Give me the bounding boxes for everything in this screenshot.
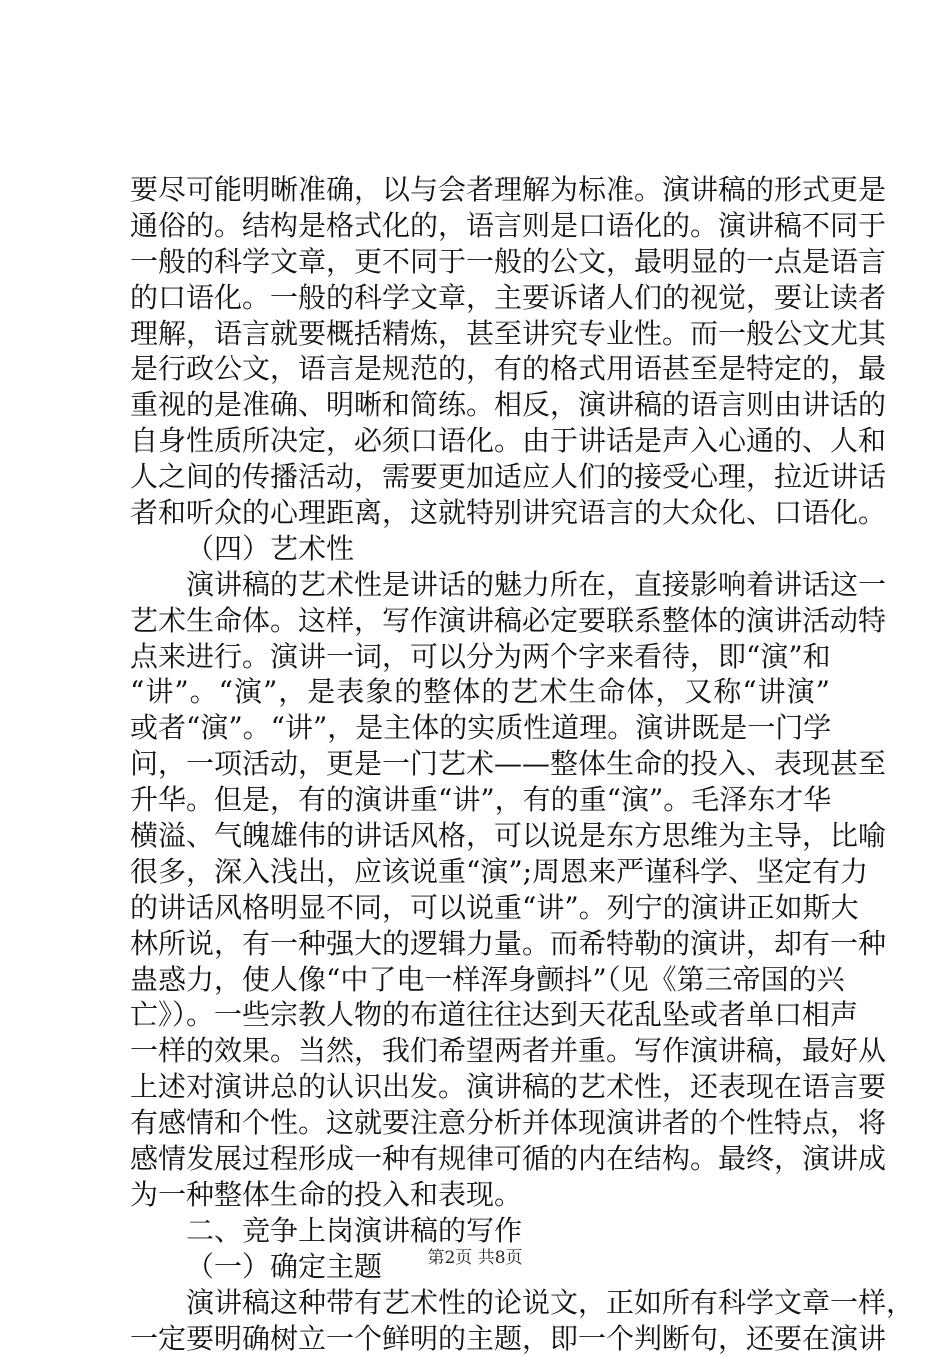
text-line: 点来进行。演讲一词，可以分为两个字来看待，即“演”和 [130, 639, 830, 675]
text-line: 艺术生命体。这样，写作演讲稿必定要联系整体的演讲活动特 [130, 603, 830, 639]
text-line: 有感情和个性。这就要注意分析并体现演讲者的个性特点，将 [130, 1105, 830, 1141]
text-line: 理解，语言就要概括精炼，甚至讲究专业性。而一般公文尤其 [130, 316, 830, 352]
text-line: 人之间的传播活动，需要更加适应人们的接受心理，拉近讲话 [130, 459, 830, 495]
text-line: 或者“演”。“讲”，是主体的实质性道理。演讲既是一门学 [130, 710, 830, 746]
text-line: 演讲稿的艺术性是讲话的魅力所在，直接影响着讲话这一 [130, 567, 830, 603]
text-line: 一定要明确树立一个鲜明的主题，即一个判断句，还要在演讲 [130, 1321, 830, 1356]
text-line: 林所说，有一种强大的逻辑力量。而希特勒的演讲，却有一种 [130, 926, 830, 962]
text-line: 重视的是准确、明晰和简练。相反，演讲稿的语言则由讲话的 [130, 387, 830, 423]
section-heading: （四）艺术性 [130, 531, 830, 567]
text-line: 的口语化。一般的科学文章，主要诉诸人们的视觉，要让读者 [130, 280, 830, 316]
text-line: 横溢、气魄雄伟的讲话风格，可以说是东方思维为主导，比喻 [130, 818, 830, 854]
text-line: 亡》）。一些宗教人物的布道往往达到天花乱坠或者单口相声 [130, 997, 830, 1033]
text-line: 自身性质所决定，必须口语化。由于讲话是声入心通的、人和 [130, 423, 830, 459]
text-line: 是行政公文，语言是规范的，有的格式用语甚至是特定的，最 [130, 351, 830, 387]
section-heading: 二、竞争上岗演讲稿的写作 [130, 1213, 830, 1249]
text-line: 要尽可能明晰准确，以与会者理解为标准。演讲稿的形式更是 [130, 172, 830, 208]
text-line: 蛊惑力，使人像“中了电一样浑身颤抖”（见《第三帝国的兴 [130, 962, 830, 998]
text-line: 演讲稿这种带有艺术性的论说文，正如所有科学文章一样， [130, 1285, 830, 1321]
text-line: 上述对演讲总的认识出发。演讲稿的艺术性，还表现在语言要 [130, 1069, 830, 1105]
text-line: 很多，深入浅出，应该说重“演”;周恩来严谨科学、坚定有力 [130, 854, 830, 890]
text-line: 一般的科学文章，更不同于一般的公文，最明显的一点是语言 [130, 244, 830, 280]
text-line: 升华。但是，有的演讲重“讲”，有的重“演”。毛泽东才华 [130, 782, 830, 818]
body-text [130, 172, 830, 1356]
text-line: 者和听众的心理距离，这就特别讲究语言的大众化、口语化。 [130, 495, 830, 531]
text-line: 感情发展过程形成一种有规律可循的内在结构。最终，演讲成 [130, 1141, 830, 1177]
page-footer: 第2页 共8页 [0, 1243, 950, 1268]
text-line: “讲”。“演”，是表象的整体的艺术生命体，又称“讲演” [130, 674, 830, 710]
text-line: 为一种整体生命的投入和表现。 [130, 1177, 830, 1213]
text-line: 的讲话风格明显不同，可以说重“讲”。列宁的演讲正如斯大 [130, 890, 830, 926]
text-line: 问，一项活动，更是一门艺术——整体生命的投入、表现甚至 [130, 746, 830, 782]
text-line: 通俗的。结构是格式化的，语言则是口语化的。演讲稿不同于 [130, 208, 830, 244]
section-heading: （一）确定主题 [130, 1249, 830, 1285]
text-line: 一样的效果。当然，我们希望两者并重。写作演讲稿，最好从 [130, 1033, 830, 1069]
